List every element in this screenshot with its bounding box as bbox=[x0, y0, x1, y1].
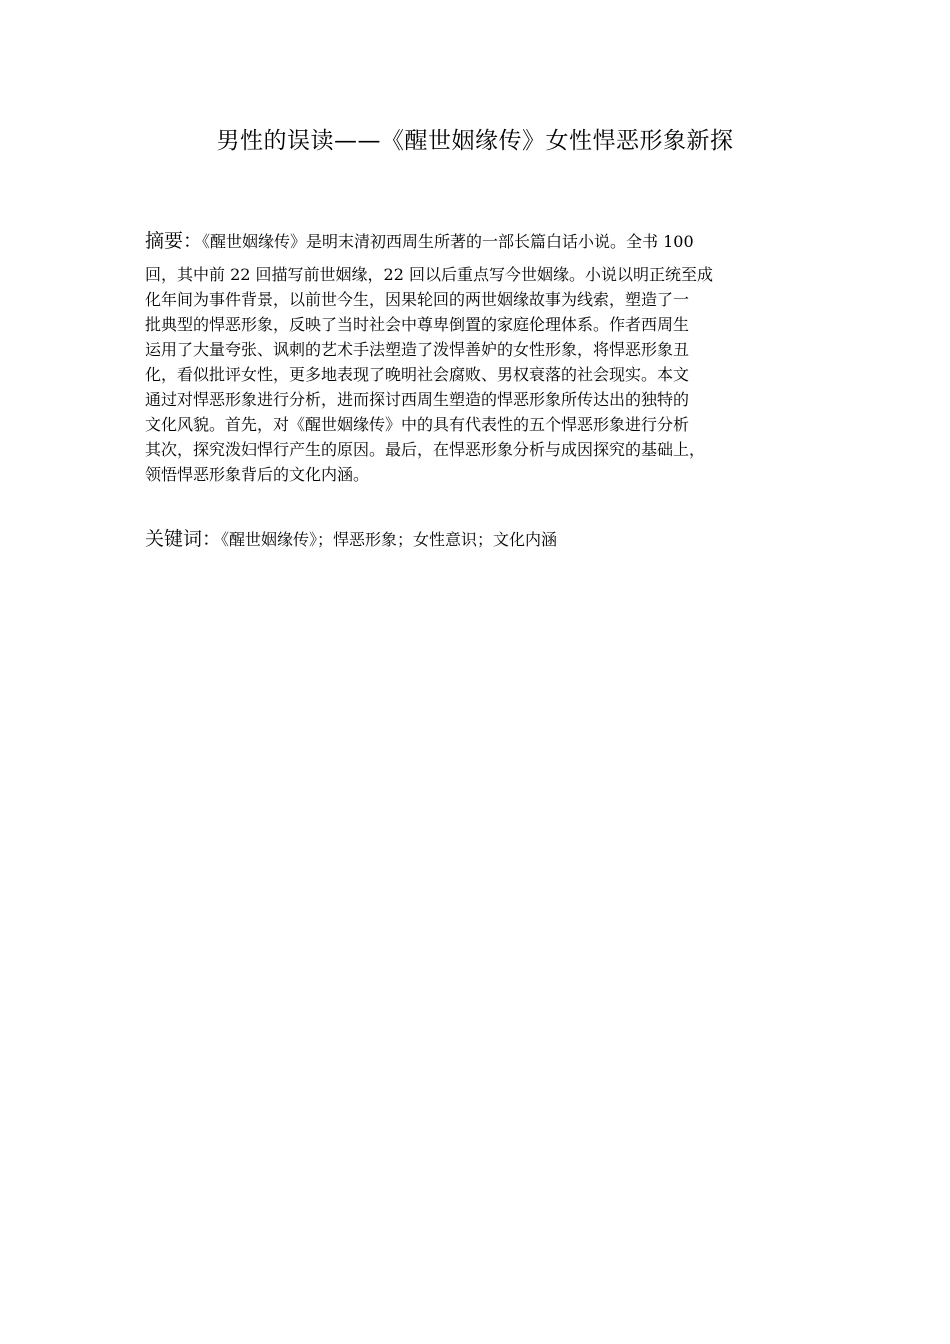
abstract-section bbox=[145, 229, 825, 487]
abstract-line: 运用了大量夸张、讽刺的艺术手法塑造了泼悍善妒的女性形象，将悍恶形象丑 bbox=[145, 340, 690, 359]
abstract-line: 化年间为事件背景，以前世今生，因果轮回的两世姻缘故事为线索，塑造了一 bbox=[145, 290, 690, 309]
abstract-line: 通过对悍恶形象进行分析，进而探讨西周生塑造的悍恶形象所传达出的独特的 bbox=[145, 390, 690, 409]
keywords-text: 《醒世姻缘传》；悍恶形象；女性意识；文化内涵 bbox=[221, 530, 558, 549]
abstract-line: 其次，探究泼妇悍行产生的原因。最后，在悍恶形象分析与成因探究的基础上， bbox=[145, 440, 706, 459]
abstract-line: 文化风貌。首先，对《醒世姻缘传》中的具有代表性的五个悍恶形象进行分析 bbox=[145, 415, 690, 434]
keywords-section bbox=[145, 526, 825, 553]
abstract-line: 回，其中前 22 回描写前世姻缘，22 回以后重点写今世姻缘。小说以明正统至成 bbox=[145, 265, 713, 284]
abstract-line bbox=[145, 229, 825, 254]
abstract-line: 批典型的悍恶形象，反映了当时社会中尊卑倒置的家庭伦理体系。作者西周生 bbox=[145, 315, 690, 334]
abstract-line: 化，看似批评女性，更多地表现了晚明社会腐败、男权衰落的社会现实。本文 bbox=[145, 365, 690, 384]
paper-title: 男性的误读——《醒世姻缘传》女性悍恶形象新探 bbox=[216, 128, 734, 154]
abstract-text: 《醒世姻缘传》是明末清初西周生所著的一部长篇白话小说。全书 100 bbox=[202, 232, 694, 251]
keywords-label: 关键词： bbox=[145, 528, 222, 550]
abstract-line: 领悟悍恶形象背后的文化内涵。 bbox=[145, 465, 370, 484]
abstract-label: 摘要： bbox=[145, 230, 203, 252]
